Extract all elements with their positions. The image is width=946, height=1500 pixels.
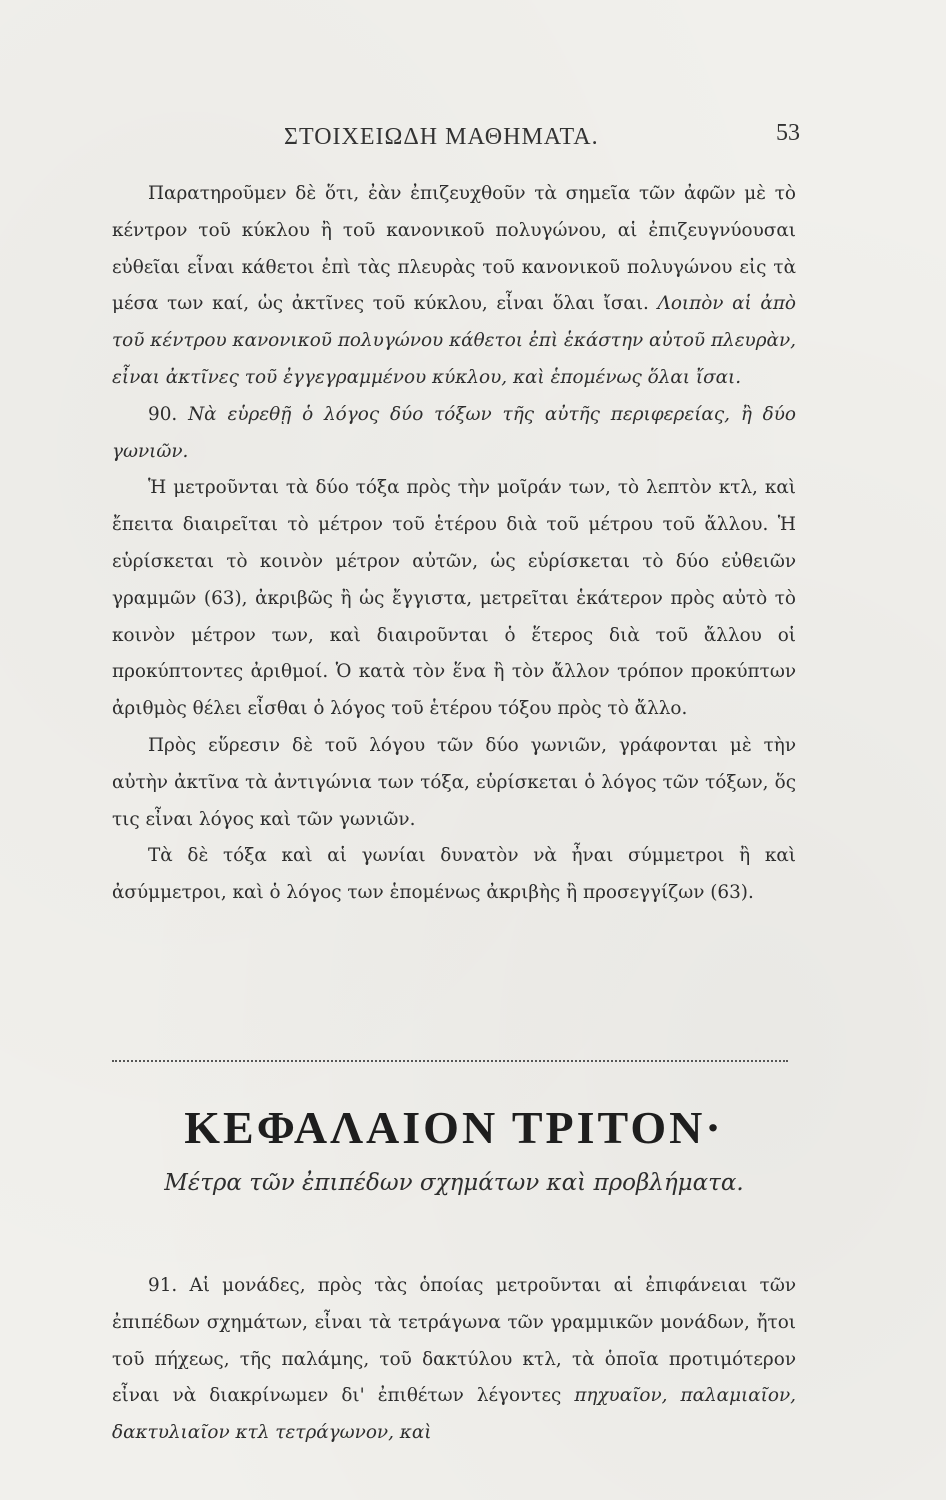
text-body: [112, 176, 796, 912]
section-91: [112, 1268, 796, 1452]
section-91-italic: πηχυαῖον, παλαμιαῖον, δακτυλιαῖον κτλ τετράγωνον, καὶ: [112, 1385, 796, 1444]
chapter-subtitle: Μέτρα τῶν ἐπιπέδων σχημάτων καὶ προβλήματα.: [164, 1170, 744, 1196]
paragraph-4: Πρὸς εὕρεσιν δὲ τοῦ λόγου τῶν δύο γωνιῶν, γράφονται μὲ τὴν αὐτὴν ἀκτῖνα τὰ ἀντιγώνια των τόξα, εὑρίσκεται ὁ λόγος τῶν τόξων, ὅς τις εἶναι λόγος καὶ τῶν γωνιῶν.: [112, 734, 796, 830]
section-90-heading: [112, 397, 796, 471]
page-header: [160, 120, 800, 156]
running-title: ΣΤΟΙΧΕΙΩΔΗ ΜΑΘΗΜΑΤΑ.: [284, 124, 599, 150]
paragraph-5: Τὰ δὲ τόξα καὶ αἱ γωνίαι δυνατὸν νὰ ἦναι σύμμετροι ἢ καὶ ἀσύμμετροι, καὶ ὁ λόγος των ἑπομένως ἀκριβὴς ἢ προσεγγίζων (63).: [112, 845, 796, 904]
page-number: 53: [776, 120, 800, 146]
paragraph-3: Ἡ μετροῦνται τὰ δύο τόξα πρὸς τὴν μοῖράν των, τὸ λεπτὸν κτλ, καὶ ἔπειτα διαιρεῖται τὸ μέτρον τοῦ ἑτέρου διὰ τοῦ μέτρου τοῦ ἄλλου. Ἡ εὑρίσκεται τὸ κοινὸν μέτρον αὐτῶν, ὡς εὑρίσκεται τὸ δύο εὐθειῶν γραμμῶν (63), ἀκριβῶς ἢ ὡς ἔγγιστα, μετρεῖται ἑκάτερον πρὸς αὐτὸ τὸ κοινὸν μέτρον των, καὶ διαιροῦνται ὁ ἕτερος διὰ τοῦ ἄλλου οἱ προκύπτοντες ἀριθμοί. Ὁ κατὰ τὸν ἕνα ἢ τὸν ἄλλον τρόπον προκύπτων ἀριθμὸς θέλει εἶσθαι ὁ λόγος τοῦ ἑτέρου τόξου πρὸς τὸ ἄλλο.: [112, 477, 796, 720]
section-91-paragraph: [112, 1268, 796, 1452]
section-91-text: Αἱ μονάδες, πρὸς τὰς ὁποίας μετροῦνται αἱ ἐπιφάνειαι τῶν ἐπιπέδων σχημάτων, εἶναι τὰ τετράγωνα τῶν γραμμικῶν μονάδων, ἤτοι τοῦ πήχεως, τῆς παλάμης, τοῦ δακτύλου κτλ, τὰ ὁποῖα προτιμότερον εἶναι νὰ διακρίνωμεν δι' ἐπιθέτων λέγοντες: [112, 1275, 797, 1407]
chapter-title: ΚΕΦΑΛΑΙΟΝ ΤΡΙΤΟΝ·: [184, 1102, 724, 1153]
paragraph-1-conclusion: Λοιπὸν αἱ ἀπὸ τοῦ κέντρου κανονικοῦ πολυγώνου κάθετοι ἐπὶ ἑκάστην αὐτοῦ πλευρὰν, εἶναι ἀκτῖνες τοῦ ἐγγεγραμμένου κύκλου, καὶ ἑπομένως ὅλαι ἴσαι.: [112, 293, 796, 388]
dotted-divider: [112, 1060, 788, 1062]
paragraph-1-text: Παρατηροῦμεν δὲ ὅτι, ἐὰν ἐπιζευχθοῦν τὰ σημεῖα τῶν ἀφῶν μὲ τὸ κέντρον τοῦ κύκλου ἢ τοῦ κανονικοῦ πολυγώνου, αἱ ἐπιζευγνύουσαι εὐθεῖαι εἶναι κάθετοι ἐπὶ τὰς πλευρὰς τοῦ κανονικοῦ πολυγώνου εἰς τὰ μέσα των καί, ὡς ἀκτῖνες τοῦ κύκλου, εἶναι ὅλαι ἴσαι.: [112, 183, 796, 315]
chapter-heading: [112, 1098, 796, 1196]
section-90-number: 90.: [148, 403, 189, 425]
paragraph-1: [112, 176, 796, 397]
section-90-title: Νὰ εὑρεθῇ ὁ λόγος δύο τόξων τῆς αὐτῆς περιφερείας, ἢ δύο γωνιῶν.: [112, 403, 796, 462]
section-91-number: 91.: [148, 1275, 190, 1296]
